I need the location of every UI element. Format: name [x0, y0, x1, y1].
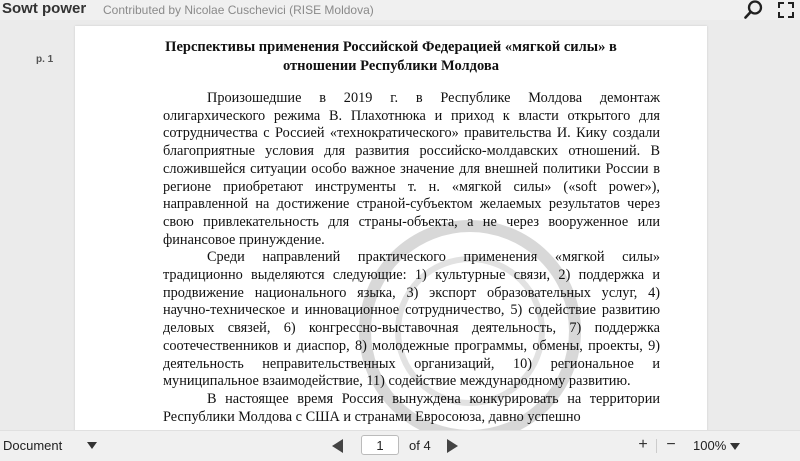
page-body: [163, 90, 660, 426]
zoom-out-button[interactable]: −: [666, 436, 676, 453]
prev-page-icon: [328, 436, 348, 456]
document-page: [75, 26, 707, 430]
document-title[interactable]: Sowt power: [2, 0, 87, 17]
view-mode-label: Document: [3, 438, 63, 453]
heading-line-1: Перспективы применения Российской Федерацией «мягкой силы» в: [165, 39, 617, 55]
next-page-button[interactable]: [442, 436, 462, 456]
contributor-credit: Contributed by Nicolae Cuschevici (RISE Moldova): [103, 3, 374, 17]
prev-page-button[interactable]: [328, 436, 348, 456]
page-heading: [75, 38, 707, 76]
caret-down-icon: [87, 442, 97, 450]
page-count: of 4: [409, 438, 431, 453]
paragraph: Среди направлений практического применения «мягкой силы» традиционно выделяются следующие: 1) культурные связи, 2) поддержка и продвижение национального языка, 3) экспорт образовательных услуг, 4) научно-техническое и инновационное сотрудничество, 5) содействие развитию деловых связей, 6) конгрессно-выставочная деятельность, 7) поддержка соотечественников и диаспор, 8) молодежные программы, обмены, проекты, 9) деятельность неправительственных организаций, 10) региональное и муниципальное взаимодействие, 11) содействие международному развитию.: [163, 249, 660, 390]
fullscreen-button[interactable]: [776, 0, 796, 20]
search-icon: [744, 0, 764, 20]
fullscreen-icon: [776, 0, 796, 20]
view-mode-select[interactable]: [0, 436, 100, 456]
caret-down-icon[interactable]: [730, 443, 740, 451]
bottom-toolbar: [0, 430, 800, 461]
zoom-divider: [656, 439, 657, 453]
zoom-level-select[interactable]: 100%: [693, 438, 727, 453]
heading-line-2: отношении Республики Молдова: [283, 58, 499, 74]
page-number-input[interactable]: [361, 435, 399, 455]
paragraph: В настоящее время Россия вынуждена конкурировать на территории Республики Молдова с США и странами Евросоюза, давно успешно: [163, 390, 660, 425]
top-bar: [0, 0, 800, 20]
page-label: p. 1: [36, 54, 54, 65]
search-button[interactable]: [744, 0, 764, 20]
document-viewer[interactable]: [0, 20, 800, 430]
next-page-icon: [442, 436, 462, 456]
paragraph: Произошедшие в 2019 г. в Республике Молдова демонтаж олигархического режима В. Плахотнюка и приход к власти открытого для сотрудничества с Россией «технократического» правительства И. Кику создали благоприятные условия для развития российско-молдавских отношений. В сложившейся ситуации особо важное значение для внешней политики России в регионе приобретают инструменты т. н. «мягкой силы» («soft power»), направленной на достижение страной-субъектом желаемых результатов через свою привлекательность для страны-объекта, а не через вооруженное или финансовое принуждение.: [163, 90, 660, 248]
zoom-in-button[interactable]: +: [638, 436, 648, 453]
